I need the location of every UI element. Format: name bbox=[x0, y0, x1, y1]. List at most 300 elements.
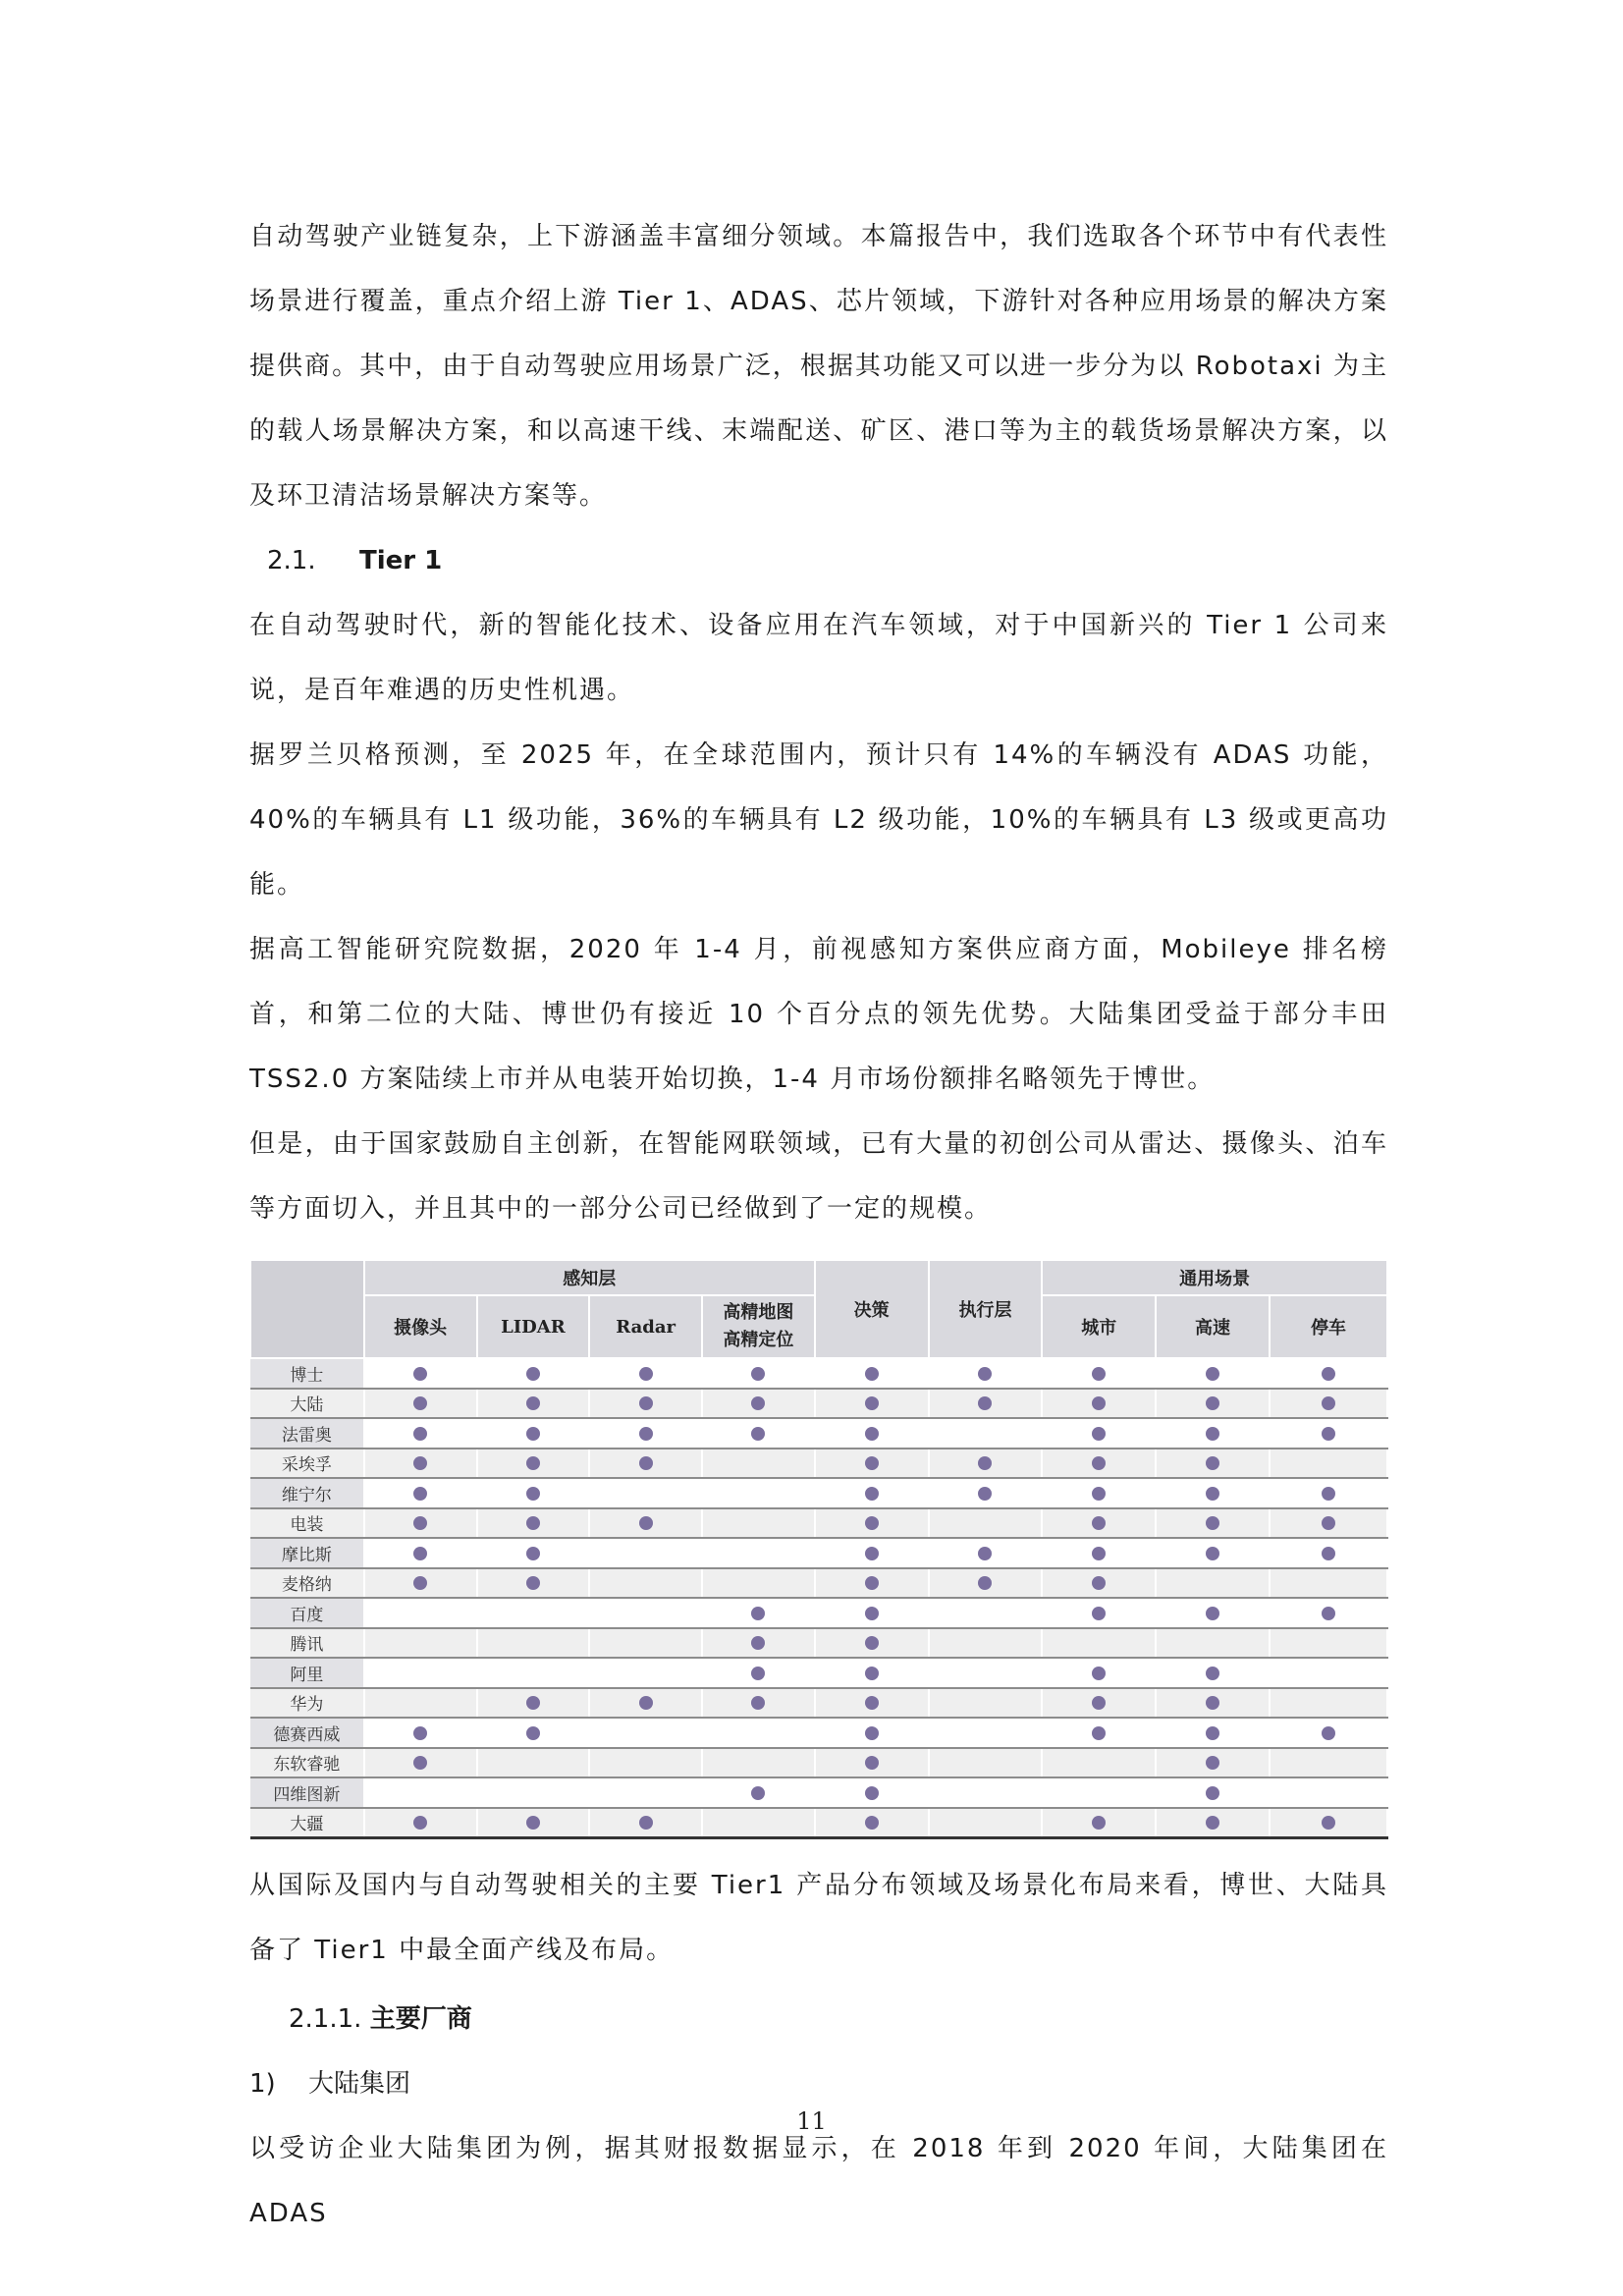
coverage-dot-icon bbox=[865, 1396, 879, 1410]
coverage-dot-icon bbox=[865, 1487, 879, 1501]
matrix-cell bbox=[589, 1777, 702, 1808]
row-company-name: 华为 bbox=[250, 1688, 364, 1719]
matrix-cell bbox=[589, 1508, 702, 1539]
table-row bbox=[250, 1808, 1387, 1838]
row-company-name: 摩比斯 bbox=[250, 1538, 364, 1568]
matrix-cell bbox=[364, 1478, 477, 1508]
matrix-cell bbox=[589, 1688, 702, 1719]
coverage-dot-icon bbox=[751, 1696, 765, 1710]
matrix-cell bbox=[815, 1628, 929, 1659]
matrix-cell bbox=[1156, 1538, 1270, 1568]
header-city: 城市 bbox=[1042, 1295, 1156, 1358]
matrix-cell bbox=[589, 1358, 702, 1389]
matrix-cell bbox=[589, 1538, 702, 1568]
coverage-dot-icon bbox=[526, 1427, 540, 1441]
coverage-dot-icon bbox=[1092, 1547, 1106, 1560]
coverage-dot-icon bbox=[751, 1667, 765, 1680]
matrix-cell bbox=[815, 1358, 929, 1389]
matrix-cell bbox=[1156, 1658, 1270, 1688]
coverage-dot-icon bbox=[865, 1576, 879, 1590]
matrix-cell bbox=[815, 1418, 929, 1449]
coverage-dot-icon bbox=[1206, 1487, 1219, 1501]
matrix-cell bbox=[702, 1628, 815, 1659]
coverage-dot-icon bbox=[1092, 1816, 1106, 1830]
paragraph-forecast: 据罗兰贝格预测，至 2025 年，在全球范围内，预计只有 14%的车辆没有 ADAS 功能，40%的车辆具有 L1 级功能，36%的车辆具有 L2 级功能，10%的车辆具有 L3 级或更高功能。 bbox=[249, 740, 1388, 900]
coverage-dot-icon bbox=[526, 1816, 540, 1830]
matrix-cell bbox=[1270, 1658, 1387, 1688]
matrix-cell bbox=[702, 1598, 815, 1628]
summary-text: 从国际及国内与自动驾驶相关的主要 Tier1 产品分布领域及场景化布局来看，博世、大陆具备了 Tier1 中最全面产线及布局。 bbox=[249, 1871, 1388, 1965]
matrix-cell bbox=[1042, 1389, 1156, 1419]
coverage-dot-icon bbox=[526, 1516, 540, 1530]
coverage-dot-icon bbox=[1092, 1576, 1106, 1590]
matrix-cell bbox=[364, 1718, 477, 1748]
matrix-cell bbox=[1042, 1777, 1156, 1808]
coverage-dot-icon bbox=[1322, 1427, 1335, 1441]
paragraph-market-share: 据高工智能研究院数据，2020 年 1-4 月，前视感知方案供应商方面，Mobileye 排名榜首，和第二位的大陆、博世仍有接近 10 个百分点的领先优势。大陆集团受益于部分丰田 TSS2.0 方案陆续上市并从电装开始切换，1-4 月市场份额排名略领先于博世。 bbox=[249, 935, 1388, 1094]
matrix-cell bbox=[1156, 1628, 1270, 1659]
intro-paragraph bbox=[249, 204, 1388, 528]
matrix-cell bbox=[815, 1449, 929, 1479]
coverage-dot-icon bbox=[1092, 1427, 1106, 1441]
matrix-cell bbox=[477, 1478, 590, 1508]
paragraph-opportunity: 在自动驾驶时代，新的智能化技术、设备应用在汽车领域，对于中国新兴的 Tier 1 公司来说，是百年难遇的历史性机遇。 bbox=[249, 611, 1388, 705]
table-row bbox=[250, 1449, 1387, 1479]
matrix-cell bbox=[702, 1358, 815, 1389]
coverage-dot-icon bbox=[1322, 1516, 1335, 1530]
matrix-cell bbox=[702, 1449, 815, 1479]
matrix-cell bbox=[1270, 1688, 1387, 1719]
coverage-dot-icon bbox=[1092, 1726, 1106, 1740]
matrix-cell bbox=[1270, 1538, 1387, 1568]
matrix-cell bbox=[364, 1358, 477, 1389]
coverage-dot-icon bbox=[639, 1367, 653, 1381]
matrix-cell bbox=[477, 1508, 590, 1539]
coverage-dot-icon bbox=[413, 1487, 427, 1501]
matrix-cell bbox=[1042, 1449, 1156, 1479]
coverage-dot-icon bbox=[526, 1396, 540, 1410]
matrix-cell bbox=[815, 1688, 929, 1719]
coverage-dot-icon bbox=[865, 1756, 879, 1770]
matrix-cell bbox=[477, 1568, 590, 1599]
matrix-cell bbox=[1270, 1389, 1387, 1419]
matrix-cell bbox=[929, 1628, 1043, 1659]
coverage-dot-icon bbox=[413, 1396, 427, 1410]
coverage-dot-icon bbox=[751, 1396, 765, 1410]
coverage-dot-icon bbox=[639, 1396, 653, 1410]
coverage-dot-icon bbox=[413, 1756, 427, 1770]
coverage-dot-icon bbox=[978, 1547, 992, 1560]
header-radar: Radar bbox=[589, 1295, 702, 1358]
matrix-cell bbox=[589, 1568, 702, 1599]
coverage-dot-icon bbox=[1092, 1456, 1106, 1470]
row-company-name: 德赛西威 bbox=[250, 1718, 364, 1748]
matrix-cell bbox=[702, 1568, 815, 1599]
coverage-dot-icon bbox=[413, 1367, 427, 1381]
coverage-dot-icon bbox=[1322, 1607, 1335, 1620]
matrix-cell bbox=[589, 1628, 702, 1659]
row-company-name: 博士 bbox=[250, 1358, 364, 1389]
matrix-cell bbox=[364, 1598, 477, 1628]
matrix-cell bbox=[702, 1748, 815, 1778]
table-row bbox=[250, 1508, 1387, 1539]
coverage-dot-icon bbox=[978, 1367, 992, 1381]
matrix-cell bbox=[364, 1808, 477, 1838]
coverage-dot-icon bbox=[639, 1696, 653, 1710]
matrix-cell bbox=[1042, 1718, 1156, 1748]
header-camera: 摄像头 bbox=[364, 1295, 477, 1358]
matrix-cell bbox=[477, 1748, 590, 1778]
coverage-dot-icon bbox=[1206, 1396, 1219, 1410]
coverage-dot-icon bbox=[1206, 1726, 1219, 1740]
matrix-cell bbox=[1270, 1568, 1387, 1599]
table-row bbox=[250, 1777, 1387, 1808]
matrix-cell bbox=[1042, 1658, 1156, 1688]
section-number: 2.1. bbox=[267, 546, 316, 575]
matrix-cell bbox=[1156, 1598, 1270, 1628]
matrix-cell bbox=[815, 1808, 929, 1838]
matrix-cell bbox=[364, 1628, 477, 1659]
matrix-cell bbox=[929, 1808, 1043, 1838]
coverage-dot-icon bbox=[639, 1516, 653, 1530]
header-hd-map-line1: 高精地图 bbox=[723, 1302, 794, 1323]
coverage-dot-icon bbox=[1206, 1786, 1219, 1800]
table-row bbox=[250, 1718, 1387, 1748]
matrix-cell bbox=[1270, 1358, 1387, 1389]
matrix-cell bbox=[1156, 1688, 1270, 1719]
coverage-dot-icon bbox=[1322, 1726, 1335, 1740]
matrix-cell bbox=[589, 1449, 702, 1479]
matrix-cell bbox=[477, 1808, 590, 1838]
matrix-cell bbox=[929, 1418, 1043, 1449]
coverage-dot-icon bbox=[1206, 1367, 1219, 1381]
matrix-cell bbox=[1270, 1628, 1387, 1659]
final-text: 以受访企业大陆集团为例，据其财报数据显示，在 2018 年到 2020 年间，大陆集团在 ADAS bbox=[249, 2134, 1388, 2228]
matrix-cell bbox=[929, 1777, 1043, 1808]
matrix-cell bbox=[929, 1478, 1043, 1508]
matrix-cell bbox=[1042, 1688, 1156, 1719]
coverage-dot-icon bbox=[1206, 1816, 1219, 1830]
coverage-dot-icon bbox=[751, 1636, 765, 1650]
coverage-dot-icon bbox=[526, 1696, 540, 1710]
summary-paragraph bbox=[249, 1853, 1388, 1983]
row-company-name: 麦格纳 bbox=[250, 1568, 364, 1599]
matrix-cell bbox=[702, 1418, 815, 1449]
header-decision: 决策 bbox=[815, 1260, 929, 1358]
matrix-cell bbox=[1270, 1808, 1387, 1838]
header-highway: 高速 bbox=[1156, 1295, 1270, 1358]
coverage-dot-icon bbox=[865, 1516, 879, 1530]
coverage-dot-icon bbox=[1322, 1367, 1335, 1381]
table-row bbox=[250, 1688, 1387, 1719]
matrix-cell bbox=[364, 1508, 477, 1539]
coverage-dot-icon bbox=[526, 1726, 540, 1740]
matrix-cell bbox=[477, 1418, 590, 1449]
matrix-cell bbox=[1270, 1777, 1387, 1808]
matrix-cell bbox=[1270, 1418, 1387, 1449]
coverage-dot-icon bbox=[1092, 1667, 1106, 1680]
matrix-cell bbox=[477, 1358, 590, 1389]
row-company-name: 东软睿驰 bbox=[250, 1748, 364, 1778]
matrix-cell bbox=[1156, 1478, 1270, 1508]
matrix-cell bbox=[929, 1598, 1043, 1628]
coverage-dot-icon bbox=[1206, 1756, 1219, 1770]
coverage-dot-icon bbox=[865, 1547, 879, 1560]
coverage-dot-icon bbox=[1206, 1607, 1219, 1620]
matrix-cell bbox=[1156, 1418, 1270, 1449]
row-company-name: 百度 bbox=[250, 1598, 364, 1628]
coverage-dot-icon bbox=[978, 1456, 992, 1470]
list-item-marker: 1) bbox=[249, 2069, 276, 2099]
matrix-cell bbox=[364, 1777, 477, 1808]
coverage-dot-icon bbox=[978, 1576, 992, 1590]
matrix-cell bbox=[1156, 1568, 1270, 1599]
row-company-name: 四维图新 bbox=[250, 1777, 364, 1808]
matrix-cell bbox=[1156, 1748, 1270, 1778]
table-row bbox=[250, 1418, 1387, 1449]
row-company-name: 阿里 bbox=[250, 1658, 364, 1688]
matrix-cell bbox=[702, 1508, 815, 1539]
coverage-dot-icon bbox=[1092, 1516, 1106, 1530]
matrix-cell bbox=[1156, 1777, 1270, 1808]
coverage-dot-icon bbox=[639, 1816, 653, 1830]
matrix-cell bbox=[815, 1658, 929, 1688]
coverage-dot-icon bbox=[1092, 1696, 1106, 1710]
matrix-cell bbox=[1042, 1478, 1156, 1508]
matrix-cell bbox=[477, 1688, 590, 1719]
row-company-name: 大疆 bbox=[250, 1808, 364, 1838]
matrix-cell bbox=[1270, 1449, 1387, 1479]
coverage-dot-icon bbox=[1206, 1516, 1219, 1530]
coverage-dot-icon bbox=[413, 1816, 427, 1830]
coverage-dot-icon bbox=[1206, 1427, 1219, 1441]
matrix-cell bbox=[589, 1808, 702, 1838]
matrix-cell bbox=[1042, 1538, 1156, 1568]
paragraph-startups: 但是，由于国家鼓励自主创新，在智能网联领域，已有大量的初创公司从雷达、摄像头、泊车等方面切入，并且其中的一部分公司已经做到了一定的规模。 bbox=[249, 1129, 1388, 1224]
subsection-heading bbox=[249, 1987, 1388, 2051]
row-company-name: 腾讯 bbox=[250, 1628, 364, 1659]
table-row bbox=[250, 1538, 1387, 1568]
coverage-dot-icon bbox=[865, 1816, 879, 1830]
coverage-dot-icon bbox=[413, 1456, 427, 1470]
matrix-cell bbox=[1042, 1748, 1156, 1778]
matrix-cell bbox=[702, 1688, 815, 1719]
matrix-cell bbox=[589, 1658, 702, 1688]
matrix-cell bbox=[1042, 1628, 1156, 1659]
matrix-cell bbox=[477, 1449, 590, 1479]
matrix-cell bbox=[364, 1449, 477, 1479]
coverage-dot-icon bbox=[1322, 1816, 1335, 1830]
matrix-cell bbox=[477, 1628, 590, 1659]
coverage-dot-icon bbox=[751, 1427, 765, 1441]
tier1-matrix-table bbox=[249, 1259, 1388, 1839]
header-lidar: LIDAR bbox=[477, 1295, 590, 1358]
coverage-dot-icon bbox=[751, 1607, 765, 1620]
matrix-cell bbox=[702, 1718, 815, 1748]
matrix-cell bbox=[815, 1478, 929, 1508]
coverage-dot-icon bbox=[1092, 1367, 1106, 1381]
matrix-cell bbox=[1156, 1508, 1270, 1539]
subsection-title: 主要厂商 bbox=[369, 2004, 472, 2034]
coverage-dot-icon bbox=[1322, 1547, 1335, 1560]
matrix-cell bbox=[589, 1478, 702, 1508]
matrix-cell bbox=[364, 1748, 477, 1778]
coverage-dot-icon bbox=[865, 1786, 879, 1800]
coverage-dot-icon bbox=[413, 1516, 427, 1530]
page-number: 11 bbox=[796, 2107, 827, 2135]
matrix-cell bbox=[1270, 1718, 1387, 1748]
body-paragraphs bbox=[249, 593, 1388, 1241]
coverage-dot-icon bbox=[413, 1726, 427, 1740]
matrix-cell bbox=[702, 1538, 815, 1568]
matrix-cell bbox=[1270, 1748, 1387, 1778]
matrix-cell bbox=[364, 1658, 477, 1688]
matrix-cell bbox=[589, 1718, 702, 1748]
coverage-dot-icon bbox=[1092, 1396, 1106, 1410]
header-hd-map-line2: 高精定位 bbox=[723, 1330, 794, 1350]
list-item-text: 大陆集团 bbox=[308, 2069, 411, 2099]
tier1-matrix-table-wrap bbox=[249, 1259, 1388, 1839]
header-corner bbox=[250, 1260, 364, 1358]
matrix-cell bbox=[589, 1389, 702, 1419]
matrix-cell bbox=[477, 1777, 590, 1808]
matrix-cell bbox=[477, 1389, 590, 1419]
coverage-dot-icon bbox=[1092, 1607, 1106, 1620]
final-paragraph bbox=[249, 2116, 1388, 2246]
coverage-dot-icon bbox=[1206, 1456, 1219, 1470]
coverage-dot-icon bbox=[1206, 1696, 1219, 1710]
row-company-name: 电装 bbox=[250, 1508, 364, 1539]
header-execution: 执行层 bbox=[929, 1260, 1043, 1358]
matrix-cell bbox=[702, 1478, 815, 1508]
coverage-dot-icon bbox=[639, 1456, 653, 1470]
matrix-cell bbox=[815, 1777, 929, 1808]
matrix-cell bbox=[702, 1658, 815, 1688]
matrix-cell bbox=[1042, 1808, 1156, 1838]
row-company-name: 大陆 bbox=[250, 1389, 364, 1419]
coverage-dot-icon bbox=[865, 1636, 879, 1650]
coverage-dot-icon bbox=[413, 1576, 427, 1590]
matrix-cell bbox=[929, 1508, 1043, 1539]
row-company-name: 采埃孚 bbox=[250, 1449, 364, 1479]
matrix-cell bbox=[364, 1538, 477, 1568]
coverage-dot-icon bbox=[526, 1456, 540, 1470]
coverage-dot-icon bbox=[978, 1487, 992, 1501]
matrix-cell bbox=[929, 1718, 1043, 1748]
matrix-cell bbox=[1156, 1808, 1270, 1838]
coverage-dot-icon bbox=[865, 1607, 879, 1620]
matrix-cell bbox=[1270, 1478, 1387, 1508]
intro-text: 自动驾驶产业链复杂，上下游涵盖丰富细分领域。本篇报告中，我们选取各个环节中有代表性场景进行覆盖，重点介绍上游 Tier 1、ADAS、芯片领域，下游针对各种应用场景的解决方案提供商。其中，由于自动驾驶应用场景广泛，根据其功能又可以进一步分为以 Robotaxi 为主的载人场景解决方案，和以高速干线、末端配送、矿区、港口等为主的载货场景解决方案，以及环卫清洁场景解决方案等。 bbox=[249, 222, 1389, 511]
coverage-dot-icon bbox=[639, 1427, 653, 1441]
matrix-body bbox=[250, 1358, 1387, 1838]
matrix-cell bbox=[1156, 1449, 1270, 1479]
matrix-cell bbox=[815, 1508, 929, 1539]
coverage-dot-icon bbox=[1322, 1487, 1335, 1501]
row-company-name: 法雷奥 bbox=[250, 1418, 364, 1449]
coverage-dot-icon bbox=[526, 1487, 540, 1501]
table-row bbox=[250, 1389, 1387, 1419]
matrix-cell bbox=[1270, 1508, 1387, 1539]
matrix-cell bbox=[815, 1718, 929, 1748]
matrix-cell bbox=[1042, 1598, 1156, 1628]
matrix-cell bbox=[477, 1718, 590, 1748]
coverage-dot-icon bbox=[865, 1456, 879, 1470]
coverage-dot-icon bbox=[751, 1786, 765, 1800]
coverage-dot-icon bbox=[526, 1547, 540, 1560]
matrix-cell bbox=[589, 1598, 702, 1628]
matrix-cell bbox=[929, 1748, 1043, 1778]
subsection-number: 2.1.1. bbox=[289, 2004, 362, 2034]
matrix-cell bbox=[1156, 1718, 1270, 1748]
page-content bbox=[249, 204, 1388, 2246]
table-row bbox=[250, 1628, 1387, 1659]
coverage-dot-icon bbox=[865, 1696, 879, 1710]
matrix-cell bbox=[702, 1777, 815, 1808]
coverage-dot-icon bbox=[526, 1367, 540, 1381]
matrix-cell bbox=[477, 1538, 590, 1568]
matrix-cell bbox=[477, 1658, 590, 1688]
matrix-cell bbox=[1042, 1508, 1156, 1539]
coverage-dot-icon bbox=[413, 1427, 427, 1441]
header-group-perception: 感知层 bbox=[364, 1260, 815, 1295]
matrix-cell bbox=[1156, 1358, 1270, 1389]
matrix-cell bbox=[815, 1389, 929, 1419]
header-parking: 停车 bbox=[1270, 1295, 1387, 1358]
matrix-cell bbox=[364, 1688, 477, 1719]
matrix-cell bbox=[929, 1389, 1043, 1419]
coverage-dot-icon bbox=[1322, 1396, 1335, 1410]
matrix-cell bbox=[929, 1568, 1043, 1599]
matrix-cell bbox=[929, 1658, 1043, 1688]
coverage-dot-icon bbox=[1206, 1667, 1219, 1680]
coverage-dot-icon bbox=[865, 1667, 879, 1680]
matrix-cell bbox=[815, 1568, 929, 1599]
row-company-name: 维宁尔 bbox=[250, 1478, 364, 1508]
header-group-scenarios: 通用场景 bbox=[1042, 1260, 1387, 1295]
matrix-cell bbox=[929, 1358, 1043, 1389]
matrix-cell bbox=[589, 1748, 702, 1778]
matrix-cell bbox=[1042, 1568, 1156, 1599]
matrix-cell bbox=[702, 1808, 815, 1838]
coverage-dot-icon bbox=[413, 1547, 427, 1560]
section-title: Tier 1 bbox=[359, 546, 443, 575]
matrix-cell bbox=[702, 1389, 815, 1419]
coverage-dot-icon bbox=[865, 1367, 879, 1381]
matrix-cell bbox=[477, 1598, 590, 1628]
matrix-cell bbox=[364, 1418, 477, 1449]
table-row bbox=[250, 1748, 1387, 1778]
table-row bbox=[250, 1478, 1387, 1508]
table-row bbox=[250, 1568, 1387, 1599]
matrix-cell bbox=[929, 1449, 1043, 1479]
coverage-dot-icon bbox=[526, 1576, 540, 1590]
coverage-dot-icon bbox=[1206, 1547, 1219, 1560]
matrix-cell bbox=[815, 1598, 929, 1628]
coverage-dot-icon bbox=[978, 1396, 992, 1410]
coverage-dot-icon bbox=[1092, 1487, 1106, 1501]
matrix-cell bbox=[1042, 1358, 1156, 1389]
table-row bbox=[250, 1658, 1387, 1688]
table-row bbox=[250, 1358, 1387, 1389]
section-heading bbox=[249, 528, 1388, 593]
matrix-cell bbox=[815, 1538, 929, 1568]
matrix-cell bbox=[589, 1418, 702, 1449]
matrix-cell bbox=[929, 1538, 1043, 1568]
coverage-dot-icon bbox=[751, 1367, 765, 1381]
matrix-cell bbox=[1042, 1418, 1156, 1449]
coverage-dot-icon bbox=[865, 1427, 879, 1441]
